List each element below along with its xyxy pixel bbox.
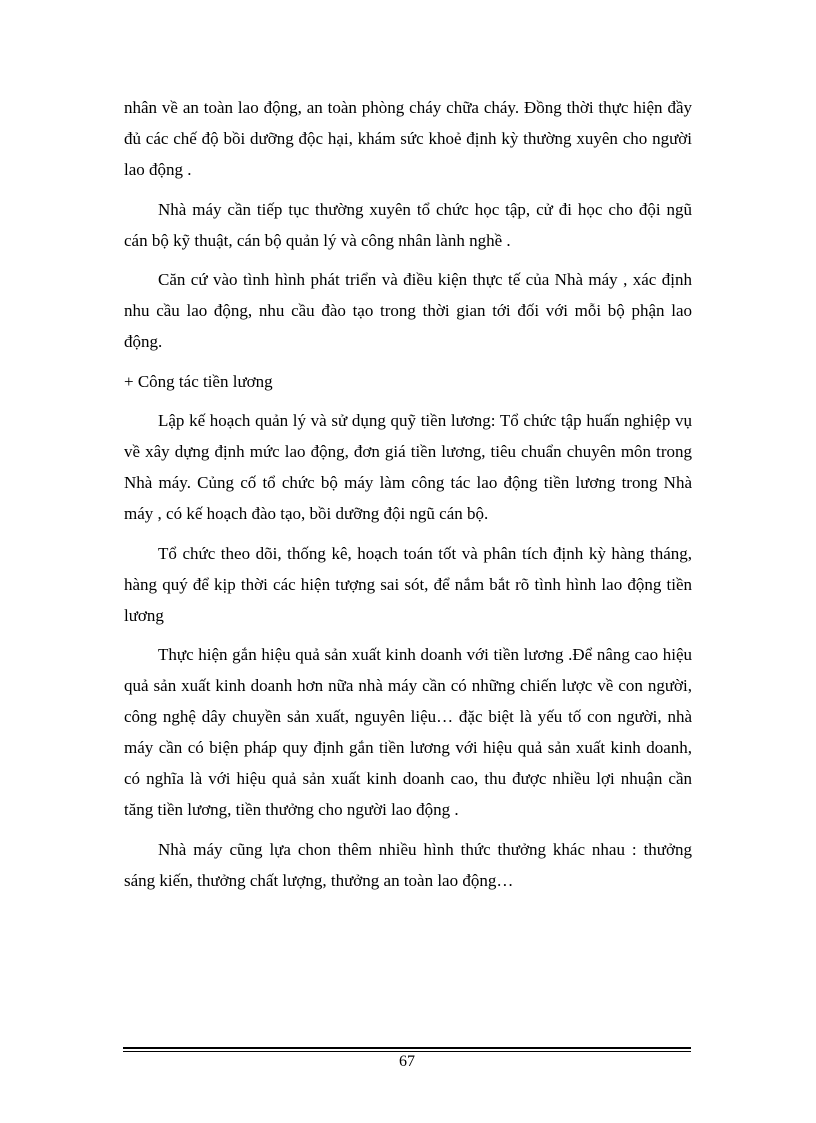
paragraph: nhân về an toàn lao động, an toàn phòng cháy chữa cháy. Đồng thời thực hiện đầy đủ các chế độ bồi dưỡng độc hại, khám sức khoẻ định kỳ thường xuyên cho người lao động . xyxy=(124,98,692,179)
section-heading: + Công tác tiền lương xyxy=(124,371,273,391)
footer-rule-thin xyxy=(123,1051,691,1052)
paragraph: Tổ chức theo dõi, thống kê, hoạch toán tốt và phân tích định kỳ hàng tháng, hàng quý để kịp thời các hiện tượng sai sót, để nắm bắt rõ tình hình lao động tiền lương xyxy=(124,543,692,625)
body-text xyxy=(124,92,692,904)
paragraph: Căn cứ vào tình hình phát triển và điều kiện thực tế của Nhà máy , xác định nhu cầu lao động, nhu cầu đào tạo trong thời gian tới đối với mỗi bộ phận lao động. xyxy=(124,270,692,351)
paragraph: Nhà máy cũng lựa chon thêm nhiều hình thức thưởng khác nhau : thưởng sáng kiến, thưởng chất lượng, thưởng an toàn lao động… xyxy=(124,839,692,890)
footer-rule-thick xyxy=(123,1047,691,1049)
paragraph: Thực hiện gắn hiệu quả sản xuất kinh doanh với tiền lương .Để nâng cao hiệu quả sản xuất kinh doanh hơn nữa nhà máy cần có những chiến lược về con người, công nghệ dây chuyền sản xuất, nguyên liệu… đặc biệt là yếu tố con người, nhà máy cần có biện pháp quy định gắn tiền lương với hiệu quả sản xuất kinh doanh, có nghĩa là với hiệu quả sản xuất kinh doanh cao, thu được nhiều lợi nhuận cần tăng tiền lương, tiền thưởng cho người lao động . xyxy=(124,645,692,819)
paragraph: Nhà máy cần tiếp tục thường xuyên tổ chức học tập, cử đi học cho đội ngũ cán bộ kỹ thuật, cán bộ quản lý và công nhân lành nghề . xyxy=(124,199,692,250)
page-number: 67 xyxy=(399,1053,415,1070)
paragraph: Lập kế hoạch quản lý và sử dụng quỹ tiền lương: Tổ chức tập huấn nghiệp vụ về xây dựng định mức lao động, đơn giá tiền lương, tiêu chuẩn chuyên môn trong Nhà máy. Củng cố tổ chức bộ máy làm công tác lao động tiền lương trong Nhà máy , có kế hoạch đào tạo, bồi dưỡng đội ngũ cán bộ. xyxy=(124,411,692,523)
